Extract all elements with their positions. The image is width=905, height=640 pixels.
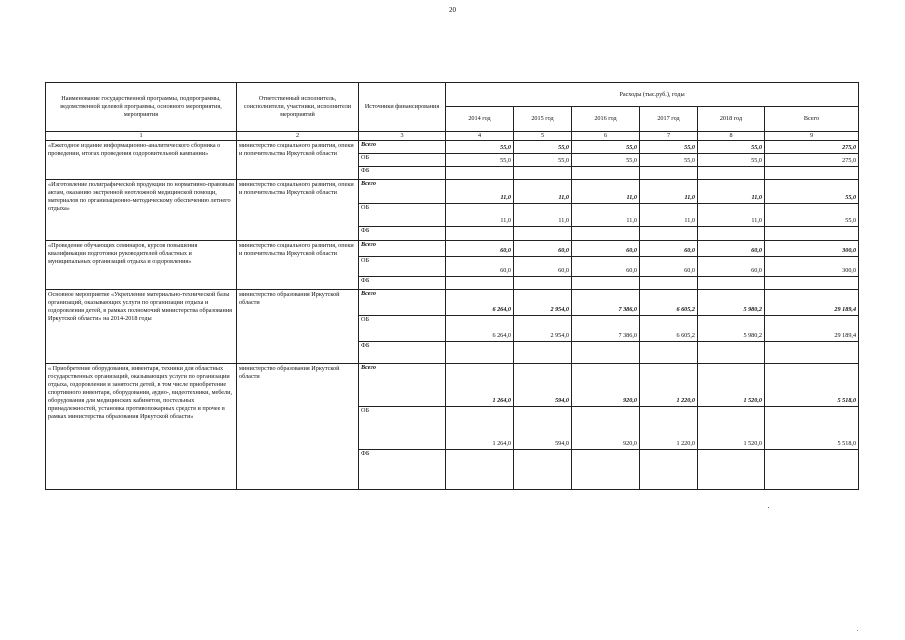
- amount-fb-cell: [640, 227, 698, 241]
- amount-total-cell: 300,0: [765, 241, 859, 257]
- amount-total-cell: 275,0: [765, 141, 859, 154]
- funding-source: ОБ: [359, 407, 446, 450]
- amount-ob-cell: 594,0: [514, 407, 572, 450]
- amount-fb-cell: [698, 227, 765, 241]
- amount-total-cell: 60,0: [446, 241, 514, 257]
- amount-total-cell: 5 980,2: [698, 290, 765, 316]
- amount-total-cell: 7 386,0: [572, 290, 640, 316]
- table-row: [46, 364, 859, 407]
- amount-fb-cell: [572, 227, 640, 241]
- column-number: 9: [765, 132, 859, 141]
- header-executor: Ответственный исполнитель, соисполнители, участники, исполнители мероприятий: [237, 83, 359, 132]
- amount-ob-cell: 60,0: [446, 257, 514, 277]
- amount-total-cell: 2 954,0: [514, 290, 572, 316]
- amount-ob-cell: 1 264,0: [446, 407, 514, 450]
- activity-name: Основное мероприятие «Укрепление материально-технической базы организаций, оказывающих услуги по организации отдыха и оздоровления детей, в рамках полномочий министерства образования Иркутской области» на 2014-2018 годы: [46, 290, 237, 364]
- amount-total-cell: 55,0: [572, 141, 640, 154]
- amount-fb-cell: [765, 277, 859, 290]
- table-row: [46, 290, 859, 316]
- page-number: 20: [449, 6, 456, 14]
- funding-source: ФБ: [359, 167, 446, 180]
- header-total: Всего: [765, 107, 859, 132]
- header-year: 2015 год: [514, 107, 572, 132]
- amount-fb-cell: [765, 342, 859, 364]
- amount-total-cell: 5 518,0: [765, 364, 859, 407]
- header-name: Наименование государственной программы, подпрограммы, ведомственной целевой программы, основного мероприятия, мероприятия: [46, 83, 237, 132]
- amount-total-cell: 55,0: [698, 141, 765, 154]
- amount-fb-cell: [572, 450, 640, 490]
- table-row: [46, 141, 859, 154]
- amount-ob-cell: 7 386,0: [572, 316, 640, 342]
- funding-source: Всего: [359, 180, 446, 204]
- amount-total-cell: 11,0: [572, 180, 640, 204]
- amount-ob-cell: 5 518,0: [765, 407, 859, 450]
- header-year: 2018 год: [698, 107, 765, 132]
- column-number: 6: [572, 132, 640, 141]
- amount-fb-cell: [514, 450, 572, 490]
- amount-total-cell: 55,0: [765, 180, 859, 204]
- column-number: 5: [514, 132, 572, 141]
- column-number: 3: [359, 132, 446, 141]
- column-number: 1: [46, 132, 237, 141]
- amount-total-cell: 29 189,4: [765, 290, 859, 316]
- amount-fb-cell: [572, 342, 640, 364]
- funding-source: Всего: [359, 141, 446, 154]
- table-row: [46, 180, 859, 204]
- amount-fb-cell: [446, 342, 514, 364]
- funding-source: Всего: [359, 290, 446, 316]
- amount-total-cell: 60,0: [572, 241, 640, 257]
- amount-ob-cell: 11,0: [698, 204, 765, 227]
- amount-ob-cell: 55,0: [514, 154, 572, 167]
- amount-total-cell: 1 264,0: [446, 364, 514, 407]
- funding-source: ФБ: [359, 450, 446, 490]
- amount-ob-cell: 300,0: [765, 257, 859, 277]
- amount-ob-cell: 5 980,2: [698, 316, 765, 342]
- header-year: 2014 год: [446, 107, 514, 132]
- amount-total-cell: 11,0: [640, 180, 698, 204]
- amount-fb-cell: [698, 167, 765, 180]
- amount-ob-cell: 60,0: [640, 257, 698, 277]
- amount-fb-cell: [572, 167, 640, 180]
- amount-total-cell: 6 264,0: [446, 290, 514, 316]
- scan-speck: [768, 507, 769, 508]
- funding-source: Всего: [359, 364, 446, 407]
- funding-source: ОБ: [359, 204, 446, 227]
- amount-total-cell: 1 520,0: [698, 364, 765, 407]
- amount-total-cell: 11,0: [698, 180, 765, 204]
- header-source: Источники финансирования: [359, 83, 446, 132]
- executor-name: министерство социального развития, опеки и попечительства Иркутской области: [237, 241, 359, 290]
- amount-ob-cell: 55,0: [765, 204, 859, 227]
- amount-ob-cell: 60,0: [698, 257, 765, 277]
- activity-name: « Приобретение оборудования, инвентаря, техники для областных государственных организаций, оказывающих услуги по организации отдыха, оздоровления и занятости детей, в том числе приобретение спортивного инвентаря, оборудования, аудио-, видеотехники, мебели, оборудования для медицинских кабинетов, постельных принадлежностей, установка противопожарных средств и прочее в рамках министерства образования Иркутской области»: [46, 364, 237, 490]
- amount-ob-cell: 55,0: [698, 154, 765, 167]
- amount-total-cell: 60,0: [514, 241, 572, 257]
- funding-source: ОБ: [359, 316, 446, 342]
- executor-name: министерство образования Иркутской области: [237, 290, 359, 364]
- scan-speck: [857, 630, 858, 631]
- amount-ob-cell: 55,0: [572, 154, 640, 167]
- amount-ob-cell: 275,0: [765, 154, 859, 167]
- header-year: 2017 год: [640, 107, 698, 132]
- amount-total-cell: 55,0: [514, 141, 572, 154]
- amount-fb-cell: [640, 167, 698, 180]
- amount-fb-cell: [514, 277, 572, 290]
- amount-ob-cell: 11,0: [640, 204, 698, 227]
- amount-fb-cell: [572, 277, 640, 290]
- amount-ob-cell: 29 189,4: [765, 316, 859, 342]
- column-number: 4: [446, 132, 514, 141]
- funding-source: Всего: [359, 241, 446, 257]
- amount-total-cell: 1 220,0: [640, 364, 698, 407]
- amount-total-cell: 11,0: [514, 180, 572, 204]
- amount-fb-cell: [640, 450, 698, 490]
- executor-name: министерство социального развития, опеки и попечительства Иркутской области: [237, 180, 359, 241]
- amount-fb-cell: [446, 277, 514, 290]
- amount-ob-cell: 55,0: [446, 154, 514, 167]
- funding-source: ФБ: [359, 277, 446, 290]
- funding-source: ОБ: [359, 154, 446, 167]
- amount-fb-cell: [765, 227, 859, 241]
- amount-ob-cell: 11,0: [572, 204, 640, 227]
- amount-ob-cell: 1 520,0: [698, 407, 765, 450]
- financing-table: [45, 82, 859, 490]
- amount-fb-cell: [698, 342, 765, 364]
- amount-total-cell: 60,0: [698, 241, 765, 257]
- header-expenses: Расходы (тыс.руб.), годы: [446, 83, 859, 107]
- amount-total-cell: 594,0: [514, 364, 572, 407]
- amount-total-cell: 11,0: [446, 180, 514, 204]
- executor-name: министерство социального развития, опеки и попечительства Иркутской области: [237, 141, 359, 180]
- column-number: 7: [640, 132, 698, 141]
- amount-ob-cell: 1 220,0: [640, 407, 698, 450]
- funding-source: ОБ: [359, 257, 446, 277]
- amount-fb-cell: [640, 342, 698, 364]
- column-number: 2: [237, 132, 359, 141]
- amount-fb-cell: [698, 277, 765, 290]
- amount-total-cell: 60,0: [640, 241, 698, 257]
- activity-name: «Ежегодное издание информационно-аналитического сборника о проведении, итогах проведения оздоровительной кампании»: [46, 141, 237, 180]
- table-body: [46, 141, 859, 490]
- amount-ob-cell: 6 264,0: [446, 316, 514, 342]
- activity-name: «Изготовление полиграфической продукции по нормативно-правовым актам, оказанию экстренной неотложной медицинской помощи, материалов по организационно-методическому обеспечению летнего отдыха»: [46, 180, 237, 241]
- table-row: [46, 241, 859, 257]
- amount-fb-cell: [514, 342, 572, 364]
- amount-ob-cell: 2 954,0: [514, 316, 572, 342]
- activity-name: «Проведение обучающих семинаров, курсов повышения квалификации подготовки руководителей областных и муниципальных организаций отдыха и оздоровления»: [46, 241, 237, 290]
- executor-name: министерство образования Иркутской области: [237, 364, 359, 490]
- amount-ob-cell: 6 605,2: [640, 316, 698, 342]
- amount-total-cell: 55,0: [446, 141, 514, 154]
- amount-fb-cell: [514, 167, 572, 180]
- amount-ob-cell: 11,0: [514, 204, 572, 227]
- amount-total-cell: 6 605,2: [640, 290, 698, 316]
- amount-fb-cell: [765, 167, 859, 180]
- amount-fb-cell: [446, 227, 514, 241]
- column-number: 8: [698, 132, 765, 141]
- funding-source: ФБ: [359, 342, 446, 364]
- amount-ob-cell: 60,0: [572, 257, 640, 277]
- header-year: 2016 год: [572, 107, 640, 132]
- amount-fb-cell: [640, 277, 698, 290]
- amount-total-cell: 55,0: [640, 141, 698, 154]
- amount-ob-cell: 920,0: [572, 407, 640, 450]
- amount-ob-cell: 60,0: [514, 257, 572, 277]
- amount-ob-cell: 55,0: [640, 154, 698, 167]
- amount-total-cell: 920,0: [572, 364, 640, 407]
- amount-fb-cell: [765, 450, 859, 490]
- amount-fb-cell: [446, 450, 514, 490]
- amount-fb-cell: [514, 227, 572, 241]
- amount-fb-cell: [446, 167, 514, 180]
- amount-fb-cell: [698, 450, 765, 490]
- funding-source: ФБ: [359, 227, 446, 241]
- amount-ob-cell: 11,0: [446, 204, 514, 227]
